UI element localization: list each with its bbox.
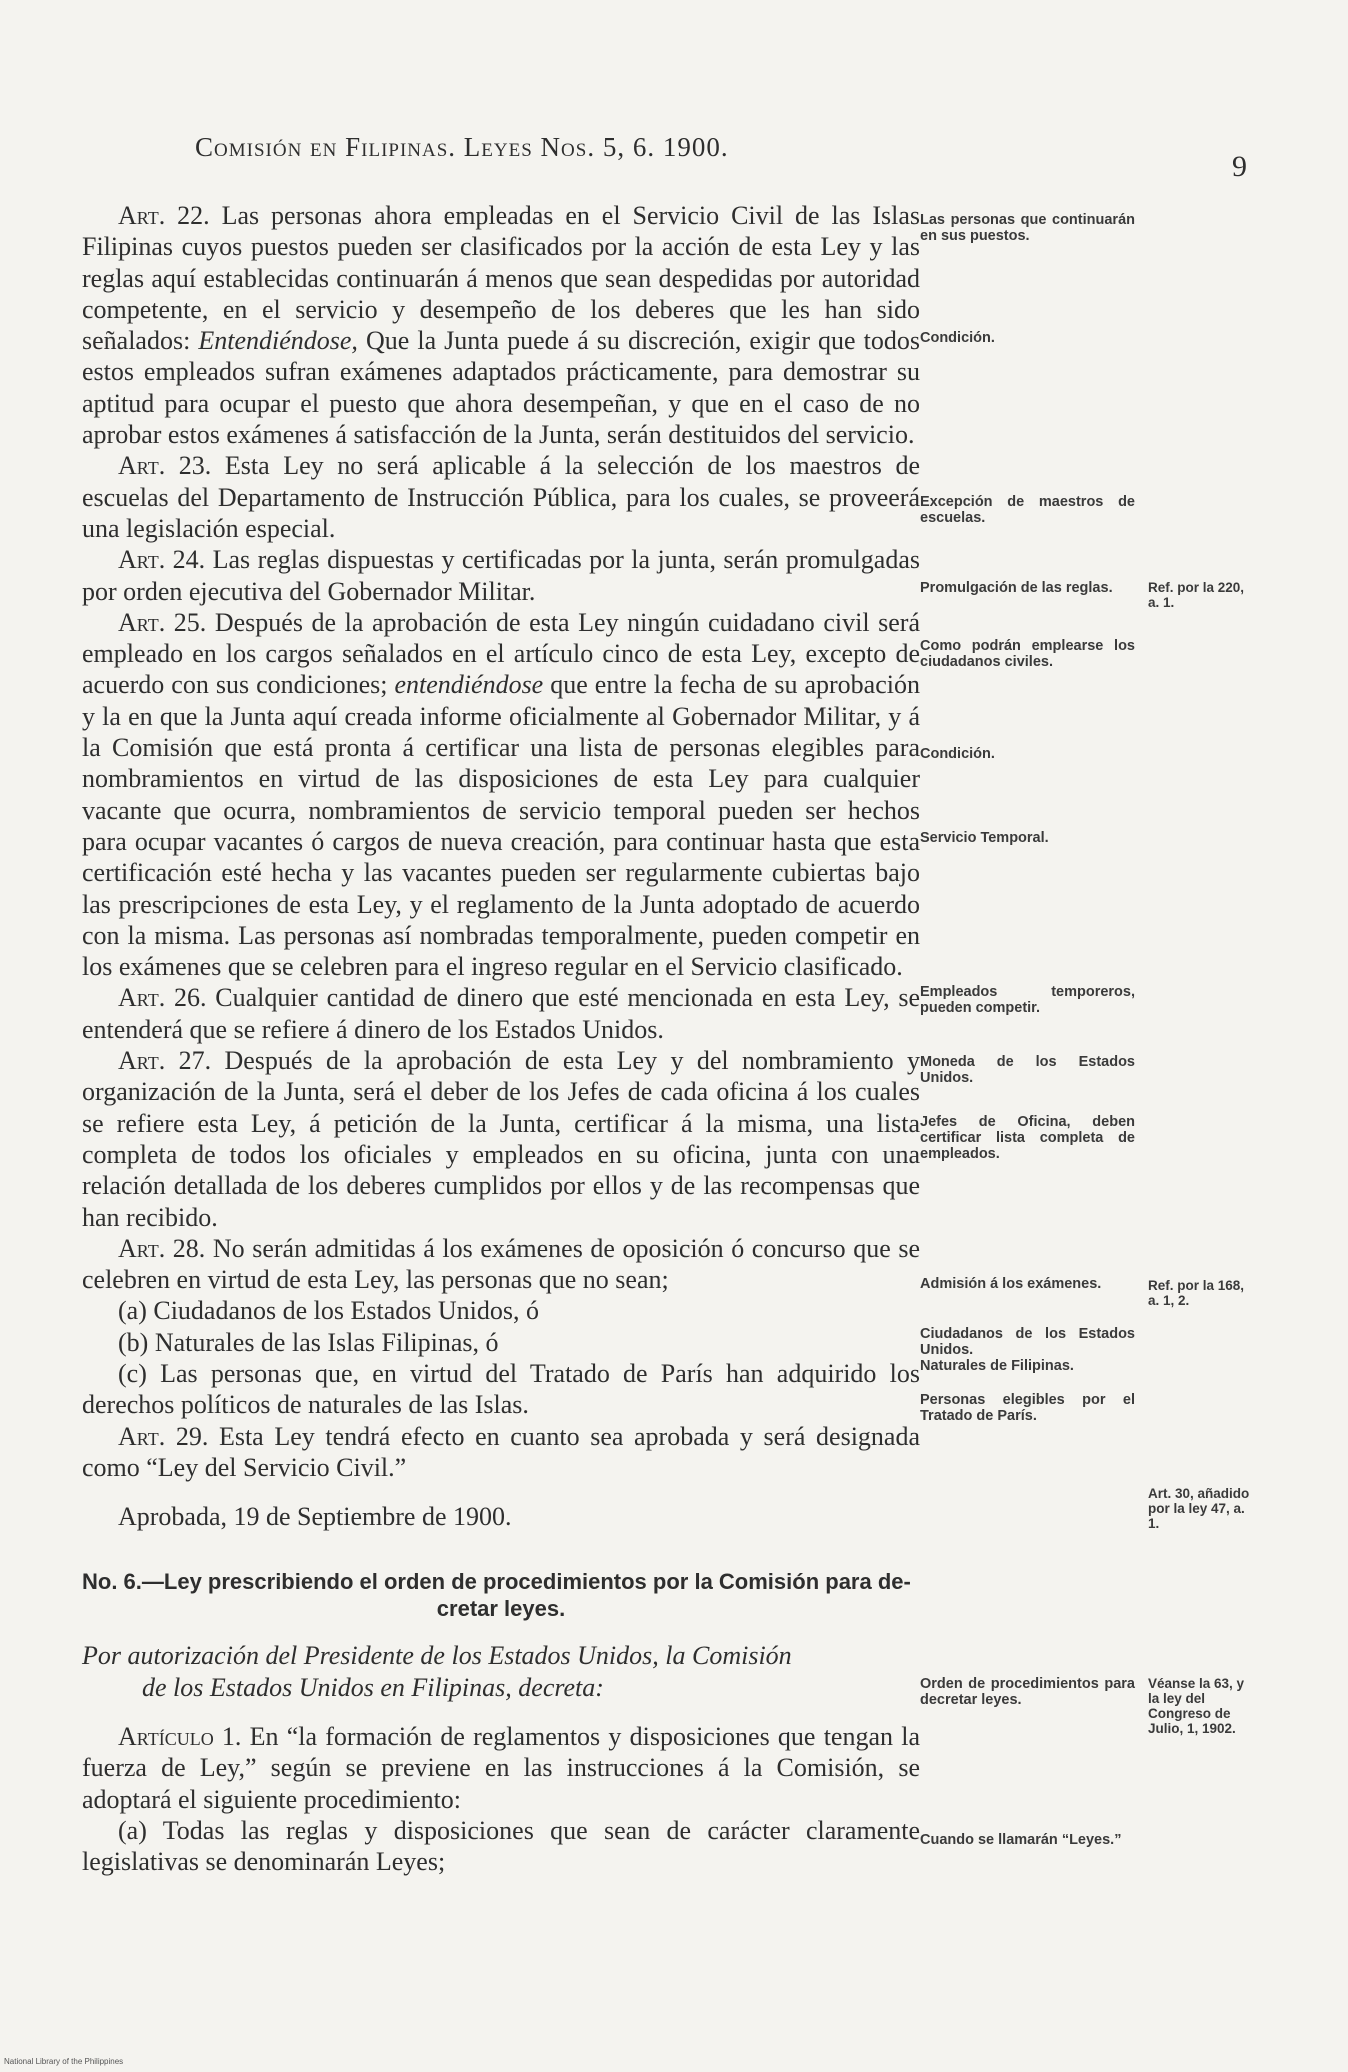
scan-footer: National Library of the Philippines	[4, 2057, 124, 2066]
law-6-article-1-item-a: (a) Todas las reglas y disposiciones que sean de carácter claramente legislativas se denominarán Leyes;	[82, 1815, 920, 1877]
approval-date: Aprobada, 19 de Septiembre de 1900.	[118, 1502, 512, 1532]
article-label: Art. 29.	[118, 1421, 209, 1451]
article-label: Art. 22.	[118, 201, 210, 230]
page-number: 9	[1232, 150, 1247, 183]
law-6-title: No. 6.—Ley prescribiendo el orden de procedimientos por la Comisión para de-	[82, 1569, 911, 1595]
article-label: Art. 26.	[118, 983, 207, 1013]
margin-note: Cuando se llamarán “Leyes.”	[920, 1832, 1122, 1848]
law-6-article-1: Artículo 1. En “la formación de reglamentos y disposiciones que tengan la fuerza de Ley,” según se previene en las instrucciones á la Comisión, se adoptará el siguiente procedimiento:	[82, 1722, 920, 1814]
article-label: Art. 24.	[118, 545, 206, 575]
article-28: Art. 28. No serán admitidas á los exámenes de oposición ó concurso que se celebren en virtud de esta Ley, las personas que no sean;	[82, 1233, 920, 1295]
article-label: Art. 23.	[118, 451, 212, 481]
article-28-item-c: (c) Las personas que, en virtud del Tratado de París han adquirido los derechos políticos de naturales de las Islas.	[82, 1358, 920, 1420]
margin-note: Condición.	[920, 330, 995, 346]
article-label: Art. 25.	[118, 607, 207, 637]
article-22: Art. 22. Las personas ahora empleadas en el Servicio Civil de las Islas Filipinas cuyos puestos pueden ser clasificados por la acción de esta Ley y las reglas aquí establecidas continuarán á menos que sean despedidas por autoridad competente, en el servicio y desempeño de los deberes que les han sido señalados: Entendiéndose, Que la Junta puede á su discreción, exigir que todos estos empleados sufran exámenes adaptados prácticamente, para demostrar su aptitud para ocupar el puesto que ahora desempeñan, y que en el caso de no aprobar estos exámenes á satisfacción de la Junta, serán destituidos del servicio.	[82, 201, 920, 450]
cross-reference: Ref. por la 220, a. 1.	[1148, 580, 1245, 610]
cross-reference: Ref. por la 168, a. 1, 2.	[1148, 1278, 1245, 1308]
article-label: Artículo 1.	[118, 1722, 242, 1752]
margin-note: Personas elegibles por el Tratado de París.	[920, 1392, 1135, 1424]
margin-note: Excepción de maestros de escuelas.	[920, 494, 1135, 526]
article-label: Art. 27.	[118, 1046, 212, 1076]
margin-note: Promulgación de las reglas.	[920, 580, 1113, 596]
margin-note: Condición.	[920, 746, 995, 762]
article-label: Art. 28.	[118, 1233, 206, 1263]
margin-note: Moneda de los Estados Unidos.	[920, 1054, 1135, 1086]
margin-note: Admisión á los exámenes.	[920, 1276, 1102, 1292]
article-24: Art. 24. Las reglas dispuestas y certificadas por la junta, serán promulgadas por orden ejecutiva del Gobernador Militar.	[82, 545, 920, 606]
margin-note: Ciudadanos de los Estados Unidos.	[920, 1326, 1135, 1358]
running-header: Comisión en Filipinas. Leyes Nos. 5, 6. 1900.	[195, 132, 729, 162]
margin-note: Naturales de Filipinas.	[920, 1358, 1074, 1374]
margin-note: Orden de procedimientos para decretar leyes.	[920, 1676, 1135, 1708]
law-6-preamble-cont: de los Estados Unidos en Filipinas, decreta:	[142, 1672, 604, 1702]
article-23: Art. 23. Esta Ley no será aplicable á la selección de los maestros de escuelas del Departamento de Instrucción Pública, para los cuales, se proveerá una legislación especial.	[82, 451, 920, 543]
main-text	[82, 200, 920, 1878]
margin-note: Empleados temporeros, pueden competir.	[920, 984, 1135, 1016]
cross-reference: Véanse la 63, y la ley del Congreso de Julio, 1, 1902.	[1148, 1676, 1245, 1736]
margin-note: Las personas que continuarán en sus puestos.	[920, 212, 1135, 244]
article-26: Art. 26. Cualquier cantidad de dinero que esté mencionada en esta Ley, se entenderá que se refiere á dinero de los Estados Unidos.	[82, 983, 921, 1044]
article-29: Art. 29. Esta Ley tendrá efecto en cuanto sea aprobada y será designada como “Ley del Servicio Civil.”	[82, 1421, 920, 1482]
margin-note: Jefes de Oficina, deben certificar lista completa de empleados.	[920, 1114, 1135, 1162]
article-28-item-b: (b) Naturales de las Islas Filipinas, ó	[118, 1327, 499, 1357]
margin-note: Servicio Temporal.	[920, 830, 1049, 846]
article-25: Art. 25. Después de la aprobación de esta Ley ningún cuidadano civil será empleado en los cargos señalados en el artículo cinco de esta Ley, excepto de acuerdo con sus condiciones; entendiéndose que entre la fecha de su aprobación y la en que la Junta aquí creada informe oficialmente al Gobernador Militar, y á la Comisión que está pronta á certificar una lista de personas elegibles para nombramientos en virtud de las disposiciones de esta Ley para cualquier vacante que ocurra, nombramientos de servicio temporal pueden ser hechos para ocupar vacantes ó cargos de nueva creación, para continuar hasta que esta certificación esté hecha y las vacantes pueden ser regularmente cubiertas bajo las prescripciones de esta Ley, y el reglamento de la Junta adoptado de acuerdo con la misma. Las personas así nombradas temporalmente, pueden competir en los exámenes que se celebren para el ingreso regular en el Servicio clasificado.	[82, 607, 921, 982]
cross-reference: Art. 30, añadido por la ley 47, a. 1.	[1148, 1486, 1250, 1531]
law-6-title-cont: cretar leyes.	[436, 1596, 566, 1622]
law-6-preamble: Por autorización del Presidente de los Estados Unidos, la Comisión	[82, 1641, 792, 1671]
margin-note: Como podrán emplearse los ciudadanos civiles.	[920, 638, 1135, 670]
article-28-item-a: (a) Ciudadanos de los Estados Unidos, ó	[118, 1296, 540, 1326]
article-27: Art. 27. Después de la aprobación de esta Ley y del nombramiento y organización de la Junta, será el deber de los Jefes de cada oficina á los cuales se refiere esta Ley, á petición de la Junta, certificar á la misma, una lista completa de todos los oficiales y empleados en su oficina, junta con una relación detallada de los deberes cumplidos por ellos y de las recompensas que han recibido.	[82, 1046, 920, 1232]
